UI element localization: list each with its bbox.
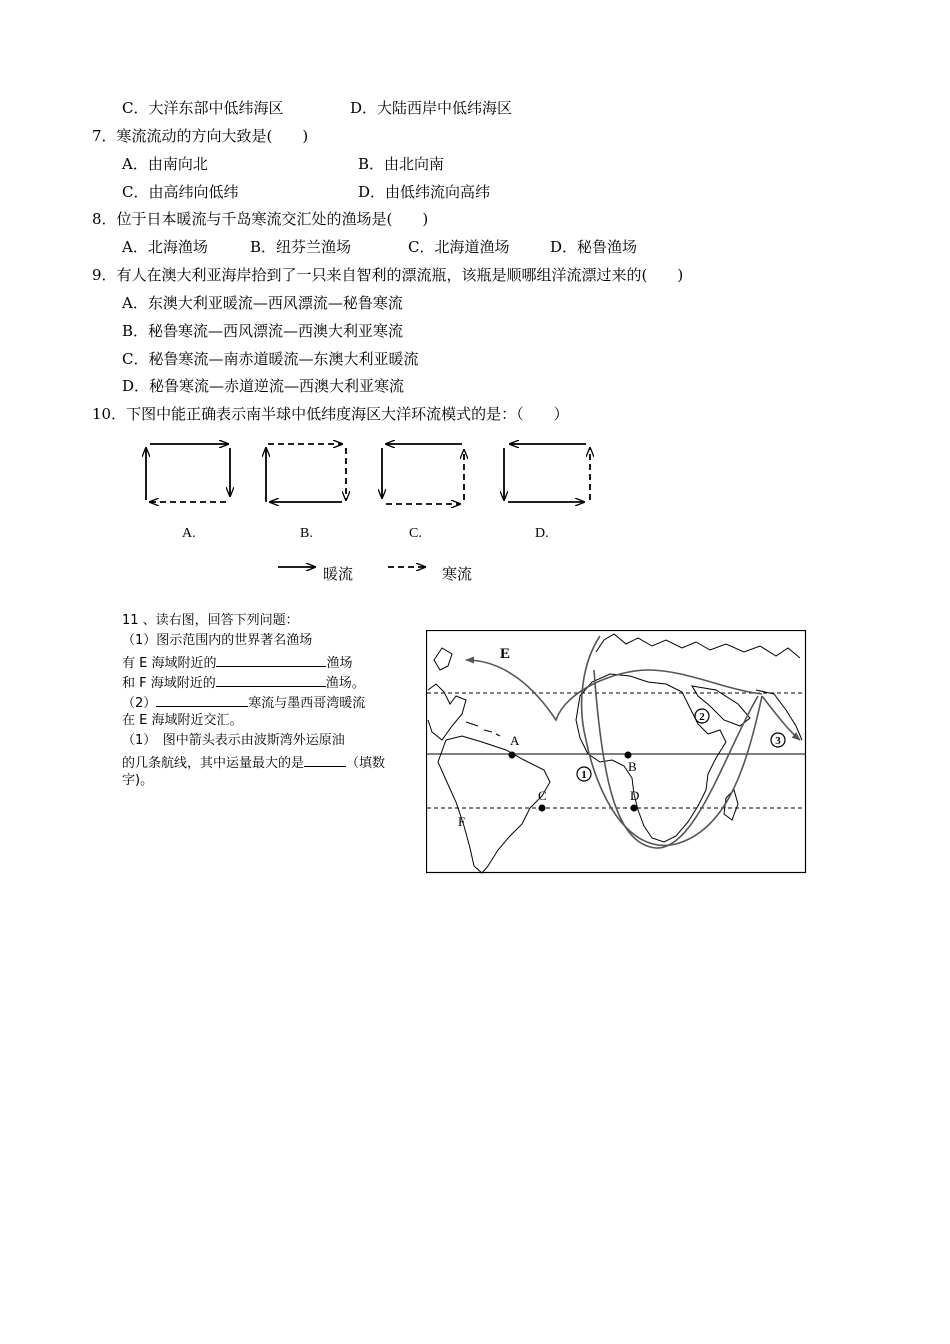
diagram-label-d: D. xyxy=(535,526,549,541)
map-label-e: E xyxy=(500,646,511,662)
q8-option-d: D．秘鲁渔场 xyxy=(550,238,638,256)
q11-part1: （1）图示范围内的世界著名渔场 xyxy=(122,633,313,648)
q11-part3b-pre: 的几条航线，其中运量最大的是 xyxy=(122,756,305,771)
q11-part1a xyxy=(122,652,353,673)
map-label-b: B xyxy=(628,759,637,774)
q6-option-d: D．大陆西岸中低纬海区 xyxy=(350,99,513,117)
point-d xyxy=(631,805,638,812)
q11-map xyxy=(426,630,807,874)
q11-part3a: （1） 图中箭头表示由波斯湾外运原油 xyxy=(122,733,345,748)
point-a xyxy=(509,752,516,759)
q11-part2b: 在 E 海域附近交汇。 xyxy=(122,713,243,728)
q9-option-d: D．秘鲁寒流—赤道逆流—西澳大利亚寒流 xyxy=(122,377,405,395)
q11-part2-pre: （2） xyxy=(122,696,157,711)
map-label-d: D xyxy=(630,788,640,803)
q11-part3b-post: （填数 xyxy=(346,756,386,771)
q6-option-c: C．大洋东部中低纬海区 xyxy=(122,99,284,117)
q11-part1b-post: 渔场。 xyxy=(325,676,365,691)
diagram-c xyxy=(382,444,464,504)
legend-warm-label: 暖流 xyxy=(323,567,354,583)
diagram-d xyxy=(504,444,590,502)
diagram-label-a: A. xyxy=(182,526,196,541)
map-label-a: A xyxy=(510,733,520,748)
point-c xyxy=(539,805,546,812)
q9-option-c: C．秘鲁寒流—南赤道暖流—东澳大利亚暖流 xyxy=(122,350,419,368)
q11-blank-f-fishery[interactable] xyxy=(216,672,326,687)
point-b xyxy=(625,752,632,759)
route-1-number: 1 xyxy=(581,769,587,781)
q9-option-b: B．秘鲁寒流—西风漂流—西澳大利亚寒流 xyxy=(122,322,404,340)
q8-option-b: B．纽芬兰渔场 xyxy=(250,238,352,256)
q11-part3b xyxy=(122,752,385,773)
q11-part2 xyxy=(122,692,365,713)
map-label-c: C xyxy=(538,788,547,803)
q11-blank-route[interactable] xyxy=(304,752,346,767)
q10-stem: 10．下图中能正确表示南半球中低纬度海区大洋环流模式的是：（ ） xyxy=(92,405,569,423)
q11-stem: 11 、读右图，回答下列问题： xyxy=(122,613,299,628)
q9-stem: 9．有人在澳大利亚海岸拾到了一只来自智利的漂流瓶，该瓶是顺哪组洋流漂过来的( ) xyxy=(92,266,684,284)
legend-cold-label: 寒流 xyxy=(442,567,473,583)
q11-blank-e-fishery[interactable] xyxy=(216,652,326,667)
q10-circulation-diagrams xyxy=(130,436,620,596)
diagram-b xyxy=(266,444,346,502)
q7-option-a: A．由南向北 xyxy=(122,155,208,173)
q11-part1b-pre: 和 F 海域附近的 xyxy=(122,676,216,691)
q11-part2-post: 寒流与墨西哥湾暖流 xyxy=(248,696,366,711)
route-2-number: 2 xyxy=(699,711,705,723)
q11-part1b xyxy=(122,672,365,693)
q8-option-c: C．北海道渔场 xyxy=(408,238,510,256)
q11-blank-cold-current[interactable] xyxy=(156,692,248,707)
diagram-label-b: B. xyxy=(300,526,313,541)
q7-option-c: C．由高纬向低纬 xyxy=(122,183,239,201)
diagram-a xyxy=(146,444,230,502)
q11-part1a-pre: 有 E 海域附近的 xyxy=(122,656,217,671)
q7-option-b: B．由北向南 xyxy=(358,155,445,173)
q9-option-a: A．东澳大利亚暖流—西风漂流—秘鲁寒流 xyxy=(122,294,403,312)
q7-option-d: D．由低纬流向高纬 xyxy=(358,183,491,201)
q11-part1a-post: 渔场 xyxy=(326,656,353,671)
map-label-f: F xyxy=(458,814,466,829)
q8-option-a: A．北海渔场 xyxy=(122,238,208,256)
map-frame xyxy=(427,631,806,873)
q7-stem: 7．寒流流动的方向大致是( ) xyxy=(92,127,309,145)
q8-stem: 8．位于日本暖流与千岛寒流交汇处的渔场是( ) xyxy=(92,210,429,228)
route-3-number: 3 xyxy=(775,735,781,747)
diagram-label-c: C. xyxy=(409,526,422,541)
q11-part3c: 字)。 xyxy=(122,773,154,788)
